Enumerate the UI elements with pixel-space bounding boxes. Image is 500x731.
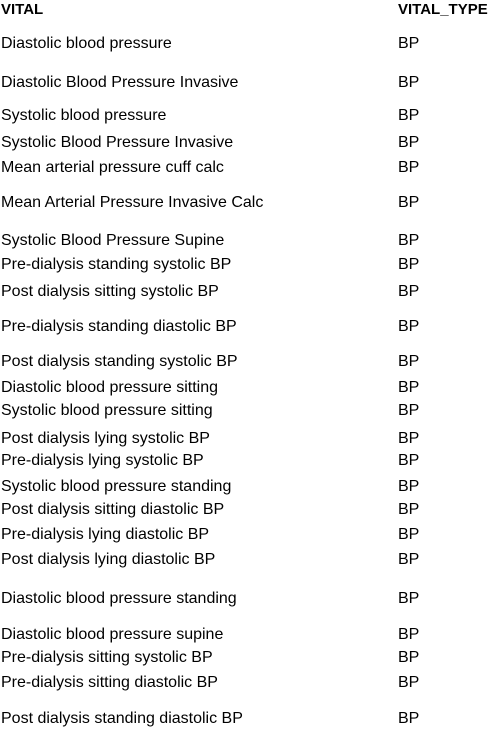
vital-cell: Diastolic Blood Pressure Invasive [1,74,239,91]
column-header-vital: VITAL [1,1,44,18]
table-row [0,648,500,668]
vital-cell: Post dialysis sitting systolic BP [1,283,219,300]
vital-type-cell: BP [398,107,420,124]
table-row [0,500,500,520]
column-header-vital-type: VITAL_TYPE [398,1,488,18]
vital-type-cell: BP [398,526,420,543]
vital-cell: Systolic Blood Pressure Invasive [1,134,234,151]
table-row [0,525,500,545]
vital-cell: Post dialysis lying diastolic BP [1,551,216,568]
table-row [0,193,500,213]
vital-type-cell: BP [398,710,420,727]
vital-type-cell: BP [398,379,420,396]
vital-cell: Pre-dialysis lying diastolic BP [1,526,210,543]
table-row [0,429,500,449]
vital-type-cell: BP [398,452,420,469]
vital-cell: Pre-dialysis standing systolic BP [1,256,232,273]
table-row [0,378,500,398]
vital-type-cell: BP [398,590,420,607]
vital-cell: Diastolic blood pressure standing [1,590,237,607]
vital-type-cell: BP [398,551,420,568]
table-row [0,73,500,93]
vital-type-cell: BP [398,353,420,370]
vital-cell: Diastolic blood pressure supine [1,626,224,643]
table-row [0,625,500,645]
table-row [0,673,500,693]
table-row [0,133,500,153]
table-row [0,255,500,275]
table-header [0,0,500,20]
table-row [0,550,500,570]
vital-cell: Pre-dialysis sitting diastolic BP [1,674,218,691]
vital-type-cell: BP [398,74,420,91]
vital-cell: Post dialysis lying systolic BP [1,430,210,447]
vital-cell: Pre-dialysis sitting systolic BP [1,649,213,666]
vital-cell: Post dialysis standing systolic BP [1,353,238,370]
vital-cell: Diastolic blood pressure sitting [1,379,218,396]
vital-type-cell: BP [398,501,420,518]
vital-cell: Pre-dialysis lying systolic BP [1,452,204,469]
table-row [0,477,500,497]
vital-type-cell: BP [398,134,420,151]
table-row [0,34,500,54]
vital-cell: Systolic blood pressure standing [1,478,232,495]
vital-type-cell: BP [398,159,420,176]
vital-cell: Systolic Blood Pressure Supine [1,232,225,249]
table-row [0,589,500,609]
table-row [0,709,500,729]
vital-cell: Post dialysis standing diastolic BP [1,710,243,727]
vital-cell: Systolic blood pressure [1,107,167,124]
vital-type-cell: BP [398,649,420,666]
table-row [0,317,500,337]
vital-cell: Pre-dialysis standing diastolic BP [1,318,237,335]
table-row [0,106,500,126]
table-row [0,352,500,372]
vital-type-cell: BP [398,626,420,643]
vital-type-cell: BP [398,318,420,335]
vital-type-cell: BP [398,256,420,273]
vital-type-cell: BP [398,402,420,419]
vital-cell: Mean Arterial Pressure Invasive Calc [1,194,264,211]
vital-type-cell: BP [398,232,420,249]
vital-cell: Diastolic blood pressure [1,35,172,52]
vital-type-cell: BP [398,194,420,211]
table-row [0,282,500,302]
table-row [0,158,500,178]
vital-cell: Systolic blood pressure sitting [1,402,213,419]
table-row [0,451,500,471]
vital-type-cell: BP [398,478,420,495]
vital-type-cell: BP [398,674,420,691]
vital-cell: Post dialysis sitting diastolic BP [1,501,225,518]
vital-cell: Mean arterial pressure cuff calc [1,159,224,176]
vital-type-cell: BP [398,283,420,300]
table-row [0,401,500,421]
table-row [0,231,500,251]
vital-type-cell: BP [398,35,420,52]
vital-type-cell: BP [398,430,420,447]
